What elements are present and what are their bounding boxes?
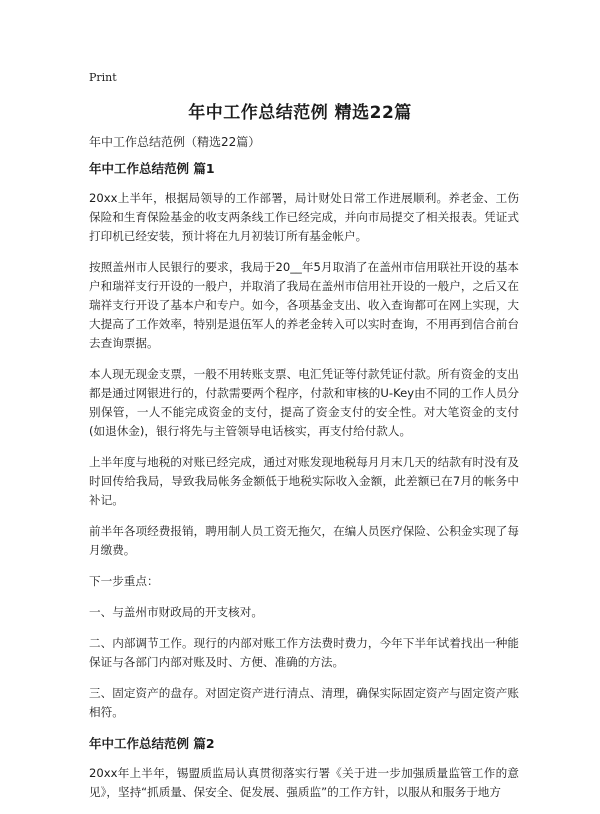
document-body [89, 159, 519, 814]
paragraph: 按照盖州市人民银行的要求，我局于20__年5月取消了在盖州市信用联社开设的基本户和瑞祥支行开设的一般户，并取消了我局在盖州市信用社开设的一般户，之后又在瑞祥支行开设了基本户和专户。如今，各项基金支出、收入查询都可在网上实现，大大提高了工作效率，特别是退伍军人的养老金转入可以实时查询，不用再到信合前台去查询票据。 [89, 260, 519, 350]
page-title: 年中工作总结范例 精选22篇 [188, 103, 412, 123]
paragraph: 20xx年上半年，锡盟质监局认真贯彻落实行署《关于进一步加强质量监管工作的意见》，坚持“抓质量、保安全、促发展、强质监”的工作方针，以服从和服务于地方 [89, 766, 519, 799]
paragraph: 二、内部调节工作。现行的内部对账工作方法费时费力，今年下半年试着找出一种能保证与各部门内部对账及时、方便、准确的方法。 [89, 636, 519, 669]
paragraph: 三、固定资产的盘存。对固定资产进行清点、清理，确保实际固定资产与固定资产账相符。 [89, 686, 519, 719]
document-subtitle: 年中工作总结范例（精选22篇） [89, 135, 261, 149]
paragraph: 上半年度与地税的对账已经完成，通过对账发现地税每月月末几天的结款有时没有及时回传给我局，导致我局帐务金额低于地税实际收入金额，此差额已在7月的帐务中补记。 [89, 455, 519, 507]
print-link[interactable]: Print [89, 71, 117, 84]
section-heading-1: 年中工作总结范例 篇1 [89, 161, 215, 176]
section-heading-2: 年中工作总结范例 篇2 [89, 736, 215, 751]
paragraph: 20xx上半年，根据局领导的工作部署，局计财处日常工作进展顺利。养老金、工伤保险和生育保险基金的收支两条线工作已经完成，并向市局提交了相关报表。凭证式打印机已经安装，预计将在九月初装订所有基金帐户。 [89, 191, 519, 243]
paragraph: 本人现无现金支票，一般不用转账支票、电汇凭证等付款凭证付款。所有资金的支出都是通过网银进行的，付款需要两个程序，付款和审核的U-Key由不同的工作人员分别保管，一人不能完成资金的支付，提高了资金支付的安全性。对大笔资金的支付(如退休金)，银行将先与主管领导电话核实，再支付给付款人。 [89, 367, 519, 438]
paragraph: 前半年各项经费报销，聘用制人员工资无拖欠，在编人员医疗保险、公积金实现了每月缴费。 [89, 524, 519, 557]
paragraph: 下一步重点： [89, 574, 159, 588]
paragraph: 一、与盖州市财政局的开支核对。 [89, 605, 263, 619]
